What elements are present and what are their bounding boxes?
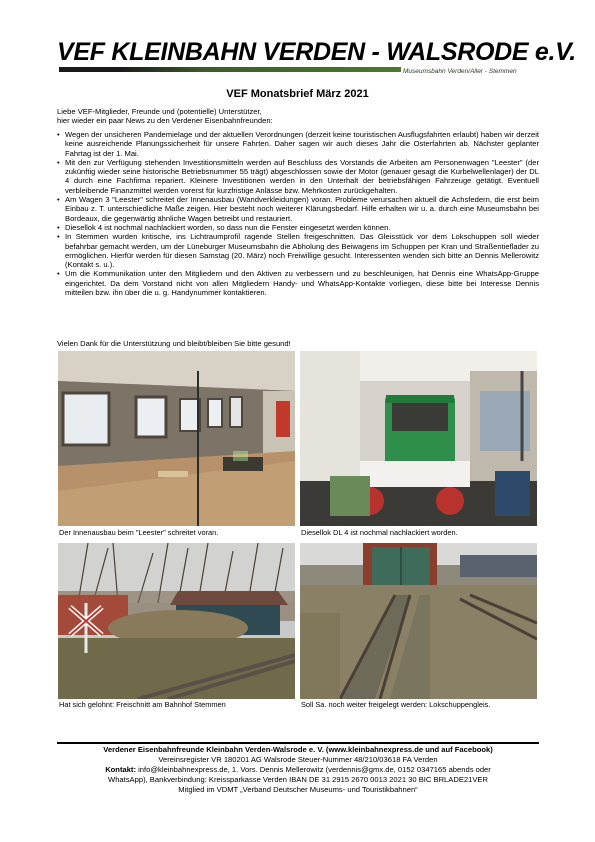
news-item: • Um die Kommunikation unter den Mitgliedern und den Aktiven zu verbessern und zu beschleunigen, hat Dennis eine WhatsApp-Gruppe eingerichtet. Da dem Vorstand nicht von allen Mitgliedern Handy- und WhatsApp-Kontakte vorliegen, diese bitte bei Interesse Dennis mitteilen bzw. ihn über die u. g. Handynummer kontaktieren.	[57, 269, 539, 297]
footer-divider	[57, 742, 539, 744]
greeting	[57, 107, 539, 126]
footer-org-line: Verdener Eisenbahnfreunde Kleinbahn Verden-Walsrode e. V. (www.kleinbahnexpress.de und auf Facebook)	[103, 745, 493, 754]
photo-carriage-interior	[58, 351, 295, 526]
greeting-line-2: hier wieder ein paar News zu den Verdener Eisenbahnfreunden:	[57, 116, 273, 126]
news-item: • Mit den zur Verfügung stehenden Investitionsmitteln werden auf Beschluss des Vorstands die Arbeiten am Personenwagen "Leester" (der zukünftig wieder seine historische Betriebsnummer 55 trägt) abgeschlossen sowie der Motor (genauer gesagt die Kurbelwellenlager) der DL 4 durch eine Fachfirma repariert. Kleinere Investitionen werden in den Unterhalt der betriebsfähigen Fahrzeuge getätigt. Eventuell verbleibende Finanzmittel werden vorerst für kurzfristige Anlässe bzw. Mehrkosten zurückgehalten.	[57, 158, 539, 195]
footer-bank-line: WhatsApp), Bankverbindung: Kreissparkasse Verden IBAN DE 31 2915 2670 0013 2021 30 BIC BRLADE21VER	[108, 775, 488, 784]
photo-caption: Diesellok DL 4 ist nochmal nachlackiert worden.	[301, 528, 458, 537]
footer-contact-label: Kontakt:	[105, 765, 136, 774]
news-item: • In Stemmen wurden kritische, ins Lichtraumprofil ragende Stellen freigeschnitten. Das Gleisstück vor dem Lokschuppen soll wieder befahrbar gemacht werden, um der Lüneburger Museumsbahn die Abholung des Beiwagens im Schuppen per Kran und Straßentieflader zu ermöglichen. Hierfür werden für diesen Samstag (20. März) noch Freiwillige gesucht. Interessenten wenden sich bitte an Dennis Mellerowitz (Kontakt s. u.).	[57, 232, 539, 269]
photo-shed-track	[300, 543, 537, 699]
footer-membership-line: Mitglied im VDMT „Verband Deutscher Museums- und Touristikbahnen“	[178, 785, 418, 794]
letterhead-rule	[59, 67, 401, 72]
footer	[57, 745, 539, 795]
footer-register-line: Vereinsregister VR 180201 AG Walsrode Steuer-Nummer 48/210/03618 FA Verden	[158, 755, 438, 764]
footer-contact-line	[57, 765, 539, 775]
letterhead	[57, 38, 576, 80]
photo-caption: Soll Sa. noch weiter freigelegt werden: Lokschuppengleis.	[301, 700, 491, 709]
footer-contact-text: info@kleinbahnexpress.de, 1. Vors. Dennis Mellerowitz (verdennis@gmx.de, 0152 0347165 abends oder	[135, 765, 491, 774]
news-item: • Am Wagen 3 "Leester" schreitet der Innenausbau (Wandverkleidungen) voran. Probleme verursachen aktuell die Achsfedern, die erst beim Einbau z. T. unterschiedliche Maße zeigen. Hier besteht noch weiterer Klärungsbedarf. Hilfe erhalten wir u. a. durch eine Museumsbahn bei Bordeaux, die gegenwärtig ähnliche Wagen betreibt und restauriert.	[57, 195, 539, 223]
photo-caption: Hat sich gelohnt: Freischnitt am Bahnhof Stemmen	[59, 700, 226, 709]
greeting-line-1: Liebe VEF-Mitglieder, Freunde und (potentielle) Unterstützer,	[57, 107, 262, 116]
photo-diesel-loco	[300, 351, 537, 526]
newsletter-title: VEF Monatsbrief März 2021	[226, 88, 369, 100]
news-item: • Wegen der unsicheren Pandemielage und der aktuellen Verordnungen (derzeit keine touristischen Ausflugsfahrten erlaubt) haben wir derzeit keine ausreichende Planungssicherheit für unsere Fahrten. Daher sagen wir auch dieses Jahr die Osterfahrten ab. Nächster geplanter Fahrtag ist der 1. Mai.	[57, 130, 539, 158]
news-list	[57, 130, 539, 297]
news-item: • Diesellok 4 ist nochmal nachlackiert worden, so dass nun die Fenster eingesetzt werden können.	[57, 223, 539, 232]
letterhead-subtitle: Museumsbahn Verden/Aller - Stemmen	[403, 68, 517, 75]
photo-station-clearing	[58, 543, 295, 699]
photo-caption: Der Innenausbau beim "Leester" schreitet voran.	[59, 528, 219, 537]
closing-line: Vielen Dank für die Unterstützung und bleibt/bleiben Sie bitte gesund!	[57, 339, 291, 348]
letterhead-title: VEF KLEINBAHN VERDEN - WALSRODE e.V.	[57, 38, 576, 66]
